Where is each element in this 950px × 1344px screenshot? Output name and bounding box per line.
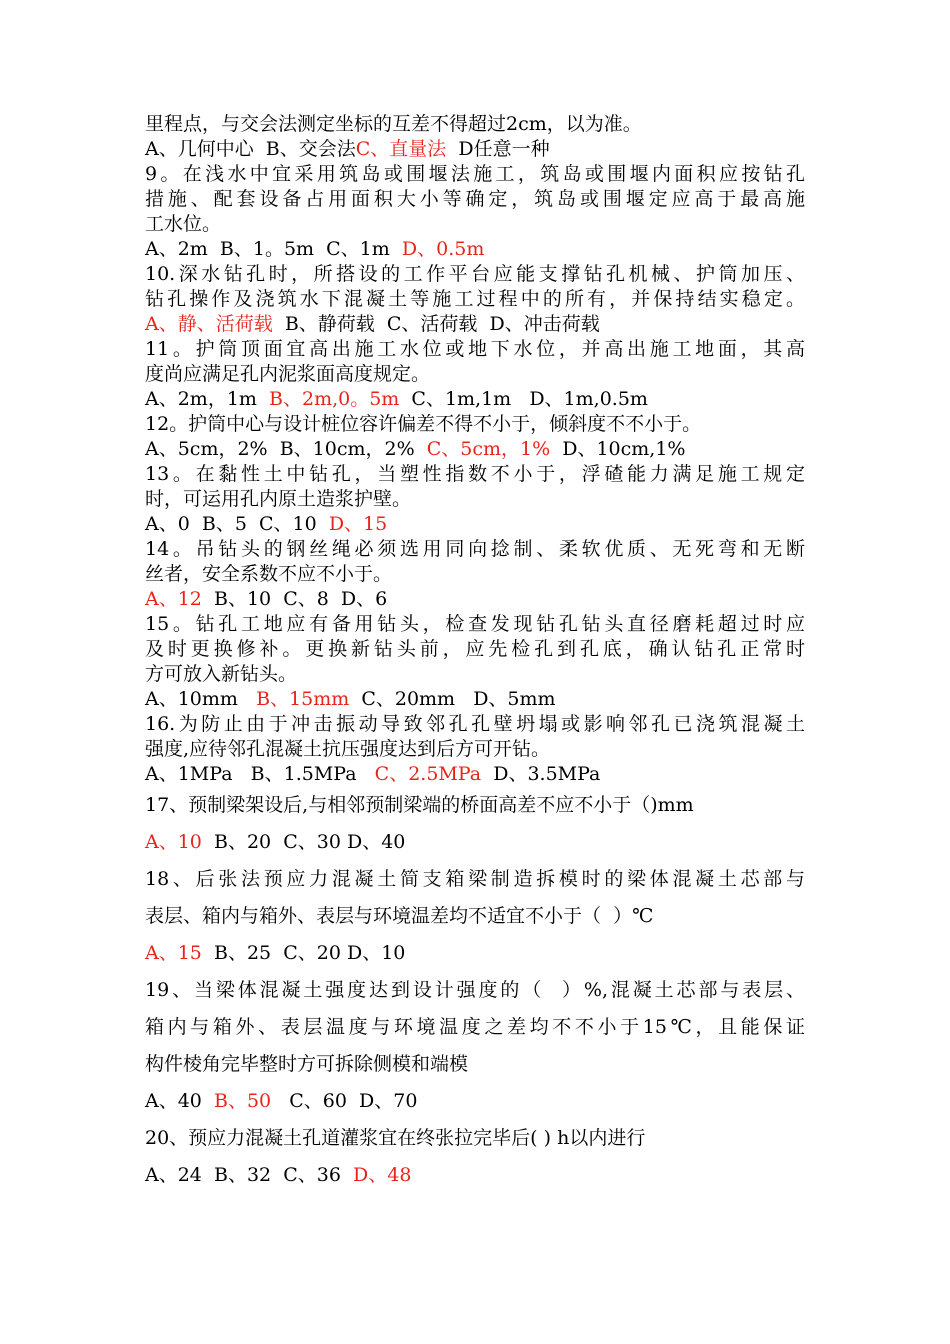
text-line xyxy=(145,212,805,237)
text-segment: 度尚应满足孔内泥浆面高度规定。 xyxy=(145,363,431,385)
text-segment: A、几何中心 B、交会法 xyxy=(145,138,356,160)
text-segment: A、0 B、5 C、10 xyxy=(145,513,329,535)
text-line xyxy=(145,512,805,537)
text-segment: A、24 B、32 C、36 xyxy=(145,1164,353,1186)
answer-highlight: D、48 xyxy=(353,1164,412,1186)
answer-highlight: A、12 xyxy=(145,588,202,610)
text-line xyxy=(145,437,805,462)
text-segment: 13。在黏性土中钻孔，当塑性指数不小于，浮碴能力满足施工规定 xyxy=(145,463,805,485)
text-segment: D任意一种 xyxy=(446,138,550,160)
text-segment: 20、预应力混凝土孔道灌浆宜在终张拉完毕后( ) h以内进行 xyxy=(145,1127,646,1149)
text-segment: A、1MPa B、1.5MPa xyxy=(145,763,375,785)
text-line xyxy=(145,1046,805,1083)
text-line xyxy=(145,737,805,762)
answer-highlight: C、直量法 xyxy=(355,138,447,160)
text-line xyxy=(145,1009,805,1046)
text-line xyxy=(145,637,805,662)
text-segment: 10.深水钻孔时，所搭设的工作平台应能支撑钻孔机械、护筒加压、 xyxy=(145,263,805,285)
text-segment: 方可放入新钻头。 xyxy=(145,663,298,685)
text-line xyxy=(145,337,805,362)
answer-highlight: C、2.5MPa xyxy=(374,763,482,785)
answer-highlight: D、0.5m xyxy=(401,238,485,260)
answer-highlight: A、10 xyxy=(145,831,202,853)
text-line xyxy=(145,162,805,187)
text-segment: 9。在浅水中宜采用筑岛或围堰法施工，筑岛或围堰内面积应按钻孔 xyxy=(145,163,805,185)
text-segment: 钻孔操作及浇筑水下混凝土等施工过程中的所有，并保持结实稳定。 xyxy=(145,288,805,310)
text-line xyxy=(145,287,805,312)
text-segment: 17、预制梁架设后,与相邻预制梁端的桥面高差不应不小于（)mm xyxy=(145,794,694,816)
text-segment: A、10mm xyxy=(145,688,257,710)
text-segment: 强度,应待邻孔混凝土抗压强度达到后方可开钻。 xyxy=(145,738,551,760)
text-segment: D、10cm,1% xyxy=(550,438,686,460)
text-line xyxy=(145,412,805,437)
text-line xyxy=(145,137,805,162)
text-line xyxy=(145,1157,805,1194)
text-line xyxy=(145,935,805,972)
text-segment: 工水位。 xyxy=(145,213,222,235)
answer-highlight: B、2m,0。5m xyxy=(269,388,400,410)
text-line xyxy=(145,312,805,337)
text-segment: A、2m，1m xyxy=(145,388,270,410)
text-line xyxy=(145,362,805,387)
answer-highlight: B、50 xyxy=(213,1090,272,1112)
text-segment: 16.为防止由于冲击振动导致邻孔孔壁坍塌或影响邻孔已浇筑混凝土 xyxy=(145,713,805,735)
text-segment: B、10 C、8 D、6 xyxy=(201,588,388,610)
text-segment: 及时更换修补。更换新钻头前，应先检孔到孔底，确认钻孔正常时 xyxy=(145,638,805,660)
text-segment: 表层、箱内与箱外、表层与环境温差均不适宜不小于（ ）℃ xyxy=(145,905,654,927)
text-line xyxy=(145,712,805,737)
text-line xyxy=(145,462,805,487)
text-line xyxy=(145,861,805,898)
text-segment: B、静荷载 C、活荷载 D、冲击荷载 xyxy=(272,313,600,335)
text-line xyxy=(145,972,805,1009)
text-segment: 时，可运用孔内原土造浆护壁。 xyxy=(145,488,412,510)
text-segment: 11。护筒顶面宜高出施工水位或地下水位，并高出施工地面，其高 xyxy=(145,338,805,360)
answer-highlight: C、5cm，1% xyxy=(426,438,551,460)
text-line xyxy=(145,187,805,212)
text-segment: 14。吊钻头的钢丝绳必须选用同向捻制、柔软优质、无死弯和无断 xyxy=(145,538,805,560)
text-segment: 里程点，与交会法测定坐标的互差不得超过2cm，以为准。 xyxy=(145,113,642,135)
text-line xyxy=(145,1120,805,1157)
text-line xyxy=(145,662,805,687)
text-line xyxy=(145,1083,805,1120)
text-segment: 措施、配套设备占用面积大小等确定，筑岛或围堰定应高于最高施 xyxy=(145,188,805,210)
text-line xyxy=(145,612,805,637)
text-line xyxy=(145,562,805,587)
document-page xyxy=(145,112,805,1194)
text-segment: C、20mm D、5mm xyxy=(349,688,556,710)
text-line xyxy=(145,587,805,612)
answer-highlight: B、15mm xyxy=(256,688,350,710)
text-line xyxy=(145,687,805,712)
text-segment: 箱内与箱外、表层温度与环境温度之差均不不小于15℃，且能保证 xyxy=(145,1016,805,1038)
text-line xyxy=(145,237,805,262)
text-segment: C、60 D、70 xyxy=(271,1090,418,1112)
answer-highlight: D、15 xyxy=(328,513,388,535)
text-segment: 15。钻孔工地应有备用钻头，检查发现钻孔钻头直径磨耗超过时应 xyxy=(145,613,805,635)
text-segment: B、25 C、20 D、10 xyxy=(201,942,406,964)
text-segment: D、3.5MPa xyxy=(481,763,601,785)
text-segment: 构件棱角完毕整时方可拆除侧模和端模 xyxy=(145,1053,469,1075)
text-segment: A、2m B、1。5m C、1m xyxy=(145,238,402,260)
text-line xyxy=(145,537,805,562)
text-line xyxy=(145,824,805,861)
text-segment: B、20 C、30 D、40 xyxy=(201,831,406,853)
text-segment: 丝者，安全系数不应不小于。 xyxy=(145,563,393,585)
text-line xyxy=(145,487,805,512)
text-segment: 19、当梁体混凝土强度达到设计强度的（ ）%,混凝土芯部与表层、 xyxy=(145,979,805,1001)
answer-highlight: A、15 xyxy=(145,942,202,964)
text-line xyxy=(145,762,805,787)
text-line xyxy=(145,898,805,935)
text-segment: A、5cm，2% B、10cm，2% xyxy=(145,438,427,460)
text-segment: 18、后张法预应力混凝土简支箱梁制造拆模时的梁体混凝土芯部与 xyxy=(145,868,805,890)
text-line xyxy=(145,787,805,824)
text-line xyxy=(145,262,805,287)
text-line xyxy=(145,112,805,137)
text-line xyxy=(145,387,805,412)
text-segment: C、1m,1m D、1m,0.5m xyxy=(399,388,648,410)
text-segment: 12。护筒中心与设计桩位容许偏差不得不小于，倾斜度不不小于。 xyxy=(145,413,702,435)
text-segment: A、40 xyxy=(145,1090,214,1112)
answer-highlight: A、静、活荷载 xyxy=(145,313,273,335)
